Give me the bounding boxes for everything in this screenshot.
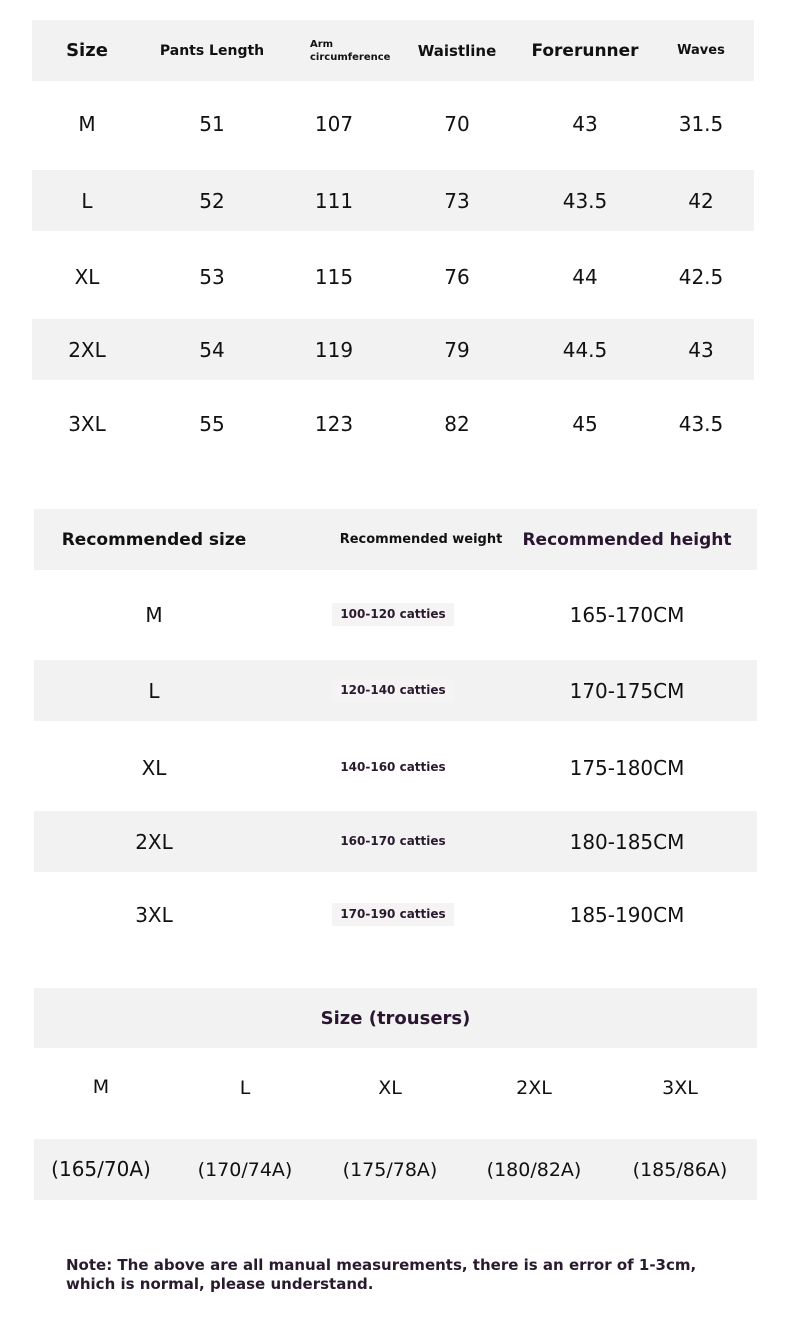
trousers-code-cell: (185/86A) (632, 1158, 728, 1181)
table-row (34, 660, 757, 721)
header-recommended-size: Recommended size (61, 529, 247, 550)
header-waistline: Waistline (417, 41, 497, 60)
weight-label: 120-140 catties (332, 679, 453, 702)
trousers-size-row (34, 1058, 757, 1118)
height-cell: 170-175CM (569, 678, 685, 703)
weight-cell (330, 660, 456, 721)
waistline-cell: 73 (444, 188, 470, 213)
header-pants-length: Pants Length (159, 42, 265, 59)
waves-cell: 42 (688, 188, 714, 213)
trousers-size-cell: 2XL (516, 1077, 552, 1099)
size-cell: 3XL (68, 412, 106, 436)
size-cell: M (145, 602, 163, 627)
size-cell: 3XL (135, 902, 173, 927)
waves-cell: 43.5 (678, 412, 724, 436)
waistline-cell: 76 (444, 265, 470, 289)
trousers-size-cell: M (92, 1076, 110, 1098)
header-arm-circumference: Arm circumference (310, 38, 391, 63)
trousers-code-cell: (165/70A) (51, 1156, 151, 1181)
table-row (34, 884, 757, 945)
trousers-code-cell: (170/74A) (197, 1158, 293, 1181)
trousers-size-table (34, 988, 757, 1202)
weight-cell (330, 811, 456, 872)
arm-circumference-cell: 111 (314, 188, 354, 213)
recommendation-table (34, 509, 757, 949)
size-cell: XL (141, 755, 167, 780)
waistline-cell: 70 (444, 112, 470, 136)
header-forerunner: Forerunner (531, 40, 639, 61)
table-row (34, 584, 757, 645)
weight-label: 170-190 catties (332, 903, 453, 926)
table-row (32, 246, 754, 308)
arm-circumference-cell: 123 (314, 412, 354, 436)
arm-circumference-cell: 107 (314, 112, 354, 136)
header-waves: Waves (677, 43, 725, 58)
trousers-title: Size (trousers) (320, 1007, 471, 1029)
waves-cell: 43 (688, 337, 714, 362)
weight-cell (330, 584, 456, 645)
forerunner-cell: 44 (572, 265, 598, 289)
arm-circumference-cell: 119 (314, 337, 354, 362)
waistline-cell: 82 (444, 412, 470, 436)
trousers-code-cell: (175/78A) (342, 1158, 438, 1181)
forerunner-cell: 43.5 (562, 188, 608, 213)
table-row (34, 737, 757, 798)
size-cell: 2XL (135, 829, 173, 854)
size-cell: 2XL (68, 337, 106, 362)
trousers-header-row (34, 988, 757, 1048)
pants-length-cell: 53 (199, 265, 225, 289)
height-cell: 165-170CM (569, 602, 685, 627)
height-cell: 180-185CM (569, 829, 685, 854)
height-cell: 175-180CM (569, 755, 685, 780)
header-recommended-weight: Recommended weight (339, 532, 503, 547)
trousers-size-cell: XL (378, 1077, 402, 1099)
forerunner-cell: 43 (572, 112, 598, 136)
measurement-header-row (32, 20, 754, 81)
forerunner-cell: 44.5 (562, 337, 608, 362)
measurement-note: Note: The above are all manual measurements, there is an error of 1-3cm, which is normal, please understand. (66, 1256, 697, 1293)
pants-length-cell: 54 (199, 337, 225, 362)
header-recommended-height: Recommended height (522, 529, 732, 550)
weight-label: 100-120 catties (332, 603, 453, 626)
table-row (32, 393, 754, 455)
pants-length-cell: 52 (199, 188, 225, 213)
size-cell: XL (74, 265, 100, 289)
table-row (32, 319, 754, 380)
table-row (32, 170, 754, 231)
weight-label: 160-170 catties (340, 834, 446, 848)
table-row (32, 93, 754, 155)
trousers-code-cell: (180/82A) (486, 1158, 582, 1181)
waves-cell: 42.5 (678, 265, 724, 289)
waves-cell: 31.5 (678, 112, 724, 136)
height-cell: 185-190CM (569, 902, 685, 927)
table-row (34, 811, 757, 872)
size-cell: M (78, 112, 96, 136)
header-size: Size (66, 40, 108, 61)
recommendation-header-row (34, 509, 757, 570)
weight-label: 140-160 catties (340, 760, 446, 774)
forerunner-cell: 45 (572, 412, 598, 436)
trousers-code-row (34, 1139, 757, 1200)
size-cell: L (81, 188, 93, 213)
pants-length-cell: 51 (199, 112, 225, 136)
measurement-table (32, 20, 754, 460)
waistline-cell: 79 (444, 337, 470, 362)
trousers-size-cell: L (239, 1077, 251, 1099)
size-cell: L (148, 678, 160, 703)
pants-length-cell: 55 (199, 412, 225, 436)
trousers-size-cell: 3XL (662, 1077, 698, 1099)
arm-circumference-cell: 115 (314, 265, 354, 289)
weight-cell (330, 737, 456, 798)
weight-cell (330, 884, 456, 945)
